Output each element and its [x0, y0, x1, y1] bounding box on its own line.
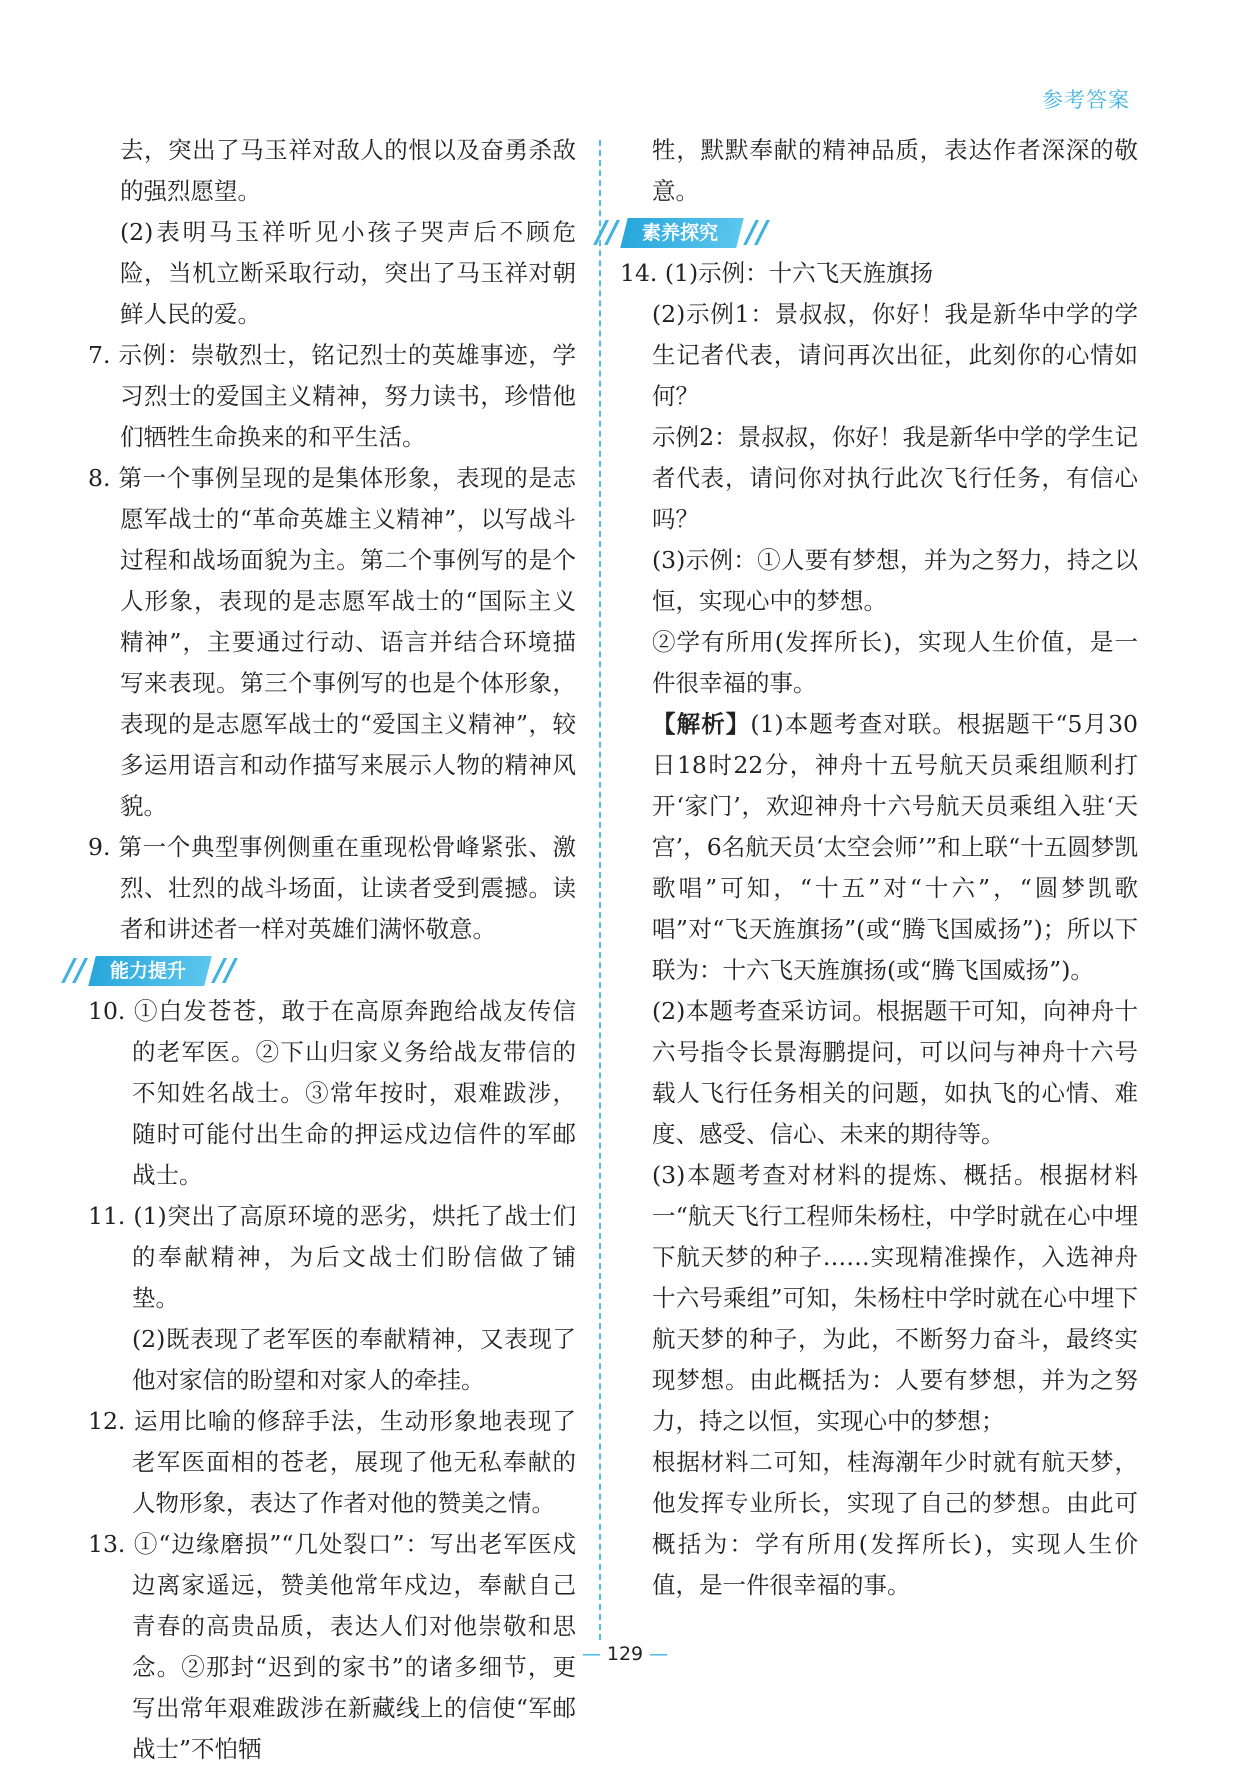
answer-14-part3: (3)示例：①人要有梦想，并为之努力，持之以恒，实现心中的梦想。 [652, 546, 1138, 615]
page-number-value: 129 [606, 1643, 644, 1665]
answer-6-part2: (2)表明马玉祥听见小孩子哭声后不顾危险，当机立断采取行动，突出了马玉祥对朝鲜人民的爱。 [120, 218, 576, 328]
analysis-part2: (2)本题考查采访词。根据题干可知，向神舟十六号指令长景海鹏提问，可以问与神舟十六号载人飞行任务相关的问题，如执飞的心情、难度、感受、信心、未来的期待等。 [652, 997, 1138, 1148]
answer-13: 13. ①“边缘磨损”“几处裂口”：写出老军医戍边离家遥远，赞美他常年戍边，奉献自己青春的高贵品质，表达人们对他崇敬和思念。②那封“迟到的家书”的诸多细节，更写出常年艰难跋涉在新藏线上的信使“军邮战士”不怕牺 [88, 1530, 576, 1763]
page-header-tag: 参考答案 [1042, 88, 1130, 112]
slash-decoration-icon: // [64, 952, 86, 988]
answer-10: 10. ①白发苍苍，敢于在高原奔跑给战友传信的老军医。②下山归家义务给战友带信的不知姓名战士。③常年按时，艰难跋涉，随时可能付出生命的押运戍边信件的军邮战士。 [88, 997, 576, 1189]
answer-6-continuation: 去，突出了马玉祥对敌人的恨以及奋勇杀敌的强烈愿望。 [120, 136, 576, 205]
analysis-tag: 【解析】 [652, 710, 751, 738]
answer-12: 12. 运用比喻的修辞手法，生动形象地表现了老军医面相的苍老，展现了他无私奉献的人物形象，表达了作者对他的赞美之情。 [88, 1407, 576, 1517]
slash-decoration-icon: // [596, 214, 618, 250]
dash-decoration-icon: — [581, 1643, 607, 1665]
answer-7: 7. 示例：崇敬烈士，铭记烈士的英雄事迹，学习烈士的爱国主义精神，努力读书，珍惜他们牺牲生命换来的和平生活。 [88, 341, 576, 451]
analysis-text: (1)本题考查对联。根据题干“5月30日18时22分，神舟十五号航天员乘组顺利打开‘家门’，欢迎神舟十六号航天员乘组入驻‘天宫’，6名航天员‘太空会师’”和上联“十五圆梦凯歌唱”可知，“十五”对“十六”，“圆梦凯歌唱”对“飞天旌旗扬”(或“腾飞国威扬”)；所以下联为：十六飞天旌旗扬(或“腾飞国威扬”)。 [652, 710, 1139, 984]
left-column [64, 130, 576, 1770]
section-title: 素养探究 [641, 221, 718, 244]
answer-14-part3-b: ②学有所用(发挥所长)，实现人生价值，是一件很幸福的事。 [652, 628, 1138, 697]
right-column [596, 130, 1139, 1606]
section-heading-ability [62, 950, 576, 991]
answer-8: 8. 第一个事例呈现的是集体形象，表现的是志愿军战士的“革命英雄主义精神”，以写战斗过程和战场面貌为主。第二个事例写的是个人形象，表现的是志愿军战士的“国际主义精神”，主要通过行动、语言并结合环境描写来表现。第三个事例写的也是个体形象，表现的是志愿军战士的“爱国主义精神”，较多运用语言和动作描写来展示人物的精神风貌。 [88, 464, 576, 820]
answer-11-part2: (2)既表现了老军医的奉献精神，又表现了他对家信的盼望和对家人的牵挂。 [132, 1325, 576, 1394]
answer-14-part2-example1: (2)示例1：景叔叔，你好！我是新华中学的学生记者代表，请问再次出征，此刻你的心情如何？ [652, 300, 1138, 410]
answer-14-part2-example2: 示例2：景叔叔，你好！我是新华中学的学生记者代表，请问你对执行此次飞行任务，有信心吗？ [652, 423, 1138, 533]
slash-decoration-icon: // [213, 952, 236, 988]
section-title: 能力提升 [109, 959, 186, 982]
dash-decoration-icon: — [643, 1643, 669, 1665]
answer-13-continuation: 牲，默默奉献的精神品质，表达作者深深的敬意。 [652, 136, 1138, 205]
section-heading-literacy [594, 212, 1138, 253]
analysis-part3: (3)本题考查对材料的提炼、概括。根据材料一“航天飞行工程师朱杨柱，中学时就在心中埋下航天梦的种子……实现精准操作，入选神舟十六号乘组”可知，朱杨柱中学时就在心中埋下航天梦的种子，为此，不断努力奋斗，最终实现梦想。由此概括为：人要有梦想，并为之努力，持之以恒，实现心中的梦想； [652, 1161, 1138, 1435]
analysis-part1 [620, 704, 1138, 991]
answer-11-part1: 11. (1)突出了高原环境的恶劣，烘托了战士们的奉献精神，为后文战士们盼信做了铺垫。 [88, 1202, 576, 1312]
column-divider [599, 140, 601, 1640]
page-number [0, 1643, 1250, 1665]
analysis-part4: 根据材料二可知，桂海潮年少时就有航天梦，他发挥专业所长，实现了自己的梦想。由此可概括为：学有所用(发挥所长)，实现人生价值，是一件很幸福的事。 [652, 1448, 1138, 1599]
answer-9: 9. 第一个典型事例侧重在重现松骨峰紧张、激烈、壮烈的战斗场面，让读者受到震撼。读者和讲述者一样对英雄们满怀敬意。 [88, 833, 576, 943]
answer-14-part1: 14. (1)示例：十六飞天旌旗扬 [620, 259, 934, 287]
slash-decoration-icon: // [745, 214, 768, 250]
